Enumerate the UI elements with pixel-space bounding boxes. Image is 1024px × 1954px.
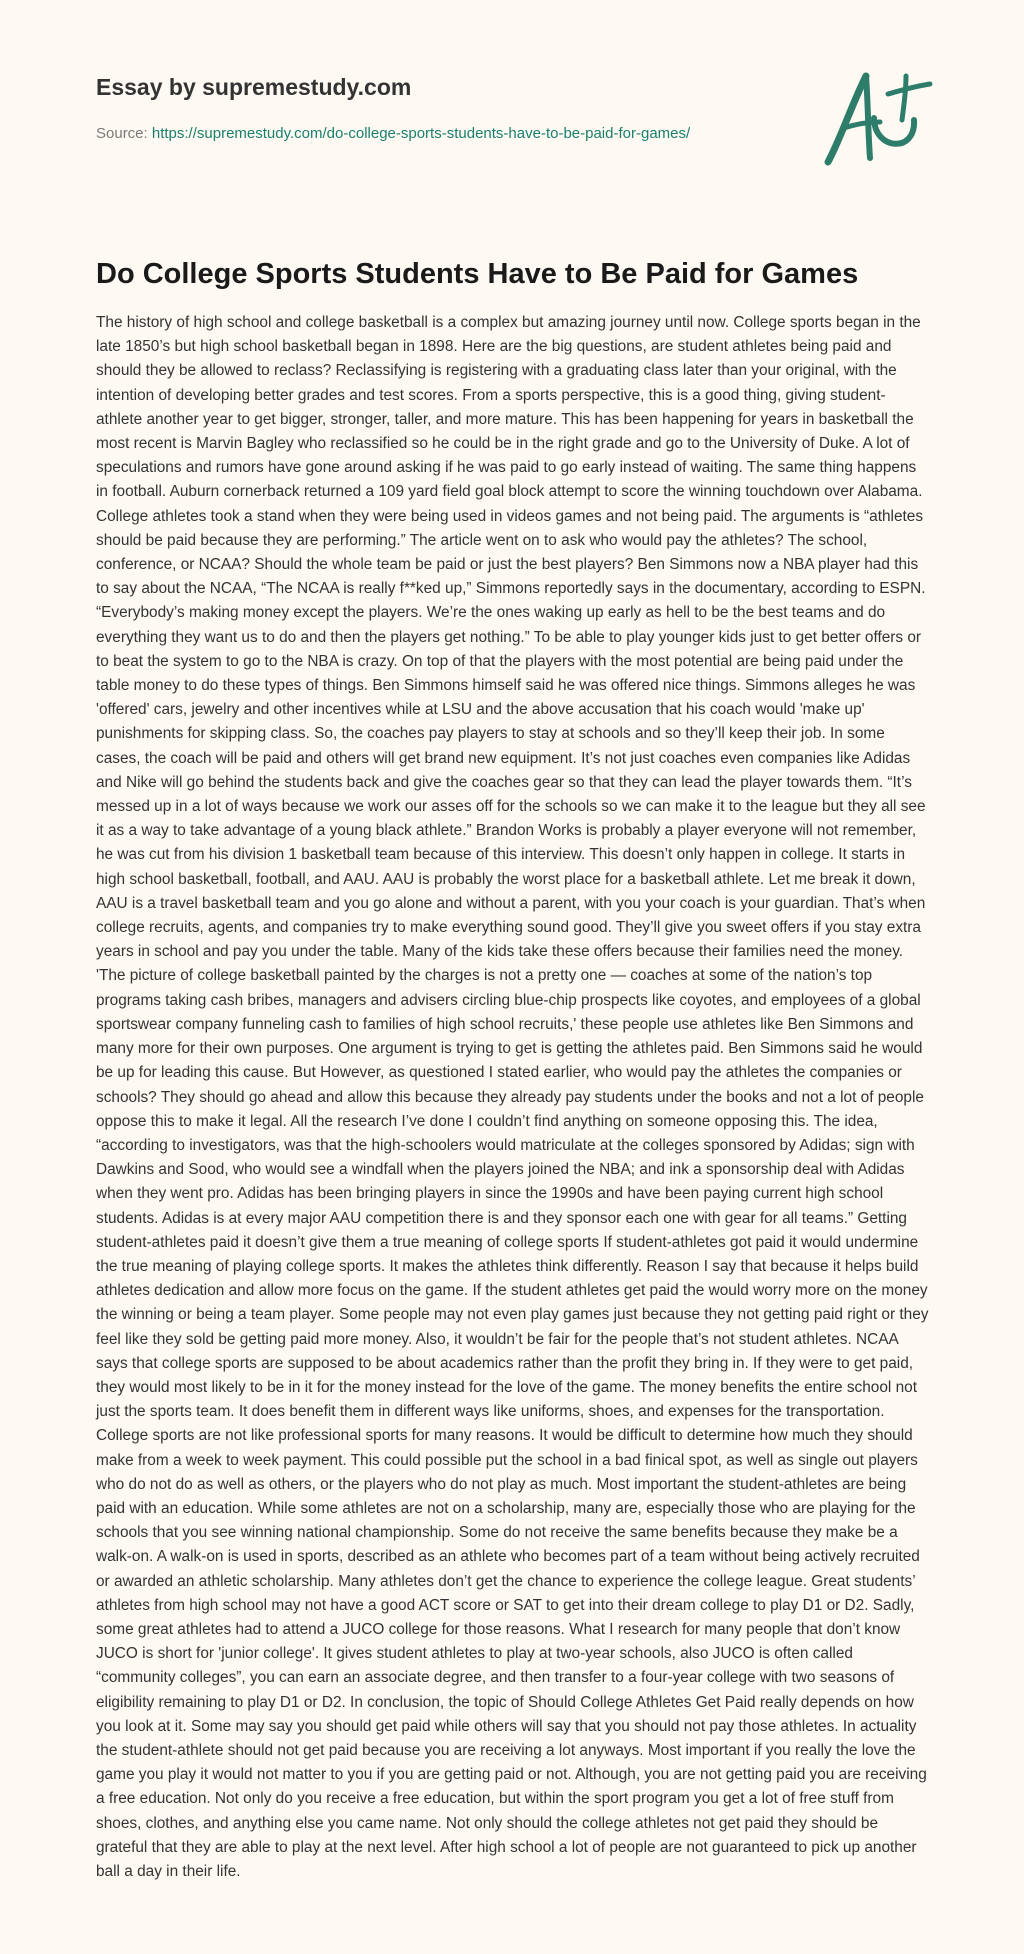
source-link[interactable]: https://supremestudy.com/do-college-sports-students-have-to-be-paid-for-games/	[151, 125, 691, 142]
essay-body: The history of high school and college basketball is a complex but amazing journey until now. College sports began in the late 1850’s but high school basketball began in 1898. Here are the big questions, are student athletes being paid and should they be allowed to reclass? Reclassifying is registering with a graduating class later than your original, with the intention of developing better grades and test scores. From a sports perspective, this is a good thing, giving student-athlete another year to get bigger, stronger, taller, and more mature. This has been happening for years in basketball the most recent is Marvin Bagley who reclassified so he could be in the right grade and go to the University of Duke. A lot of speculations and rumors have gone around asking if he was paid to go early instead of waiting. The same thing happens in football. Auburn cornerback returned a 109 yard field goal block attempt to score the winning touchdown over Alabama. College athletes took a stand when they were being used in videos games and not being paid. The arguments is “athletes should be paid because they are performing.” The article went on to ask who would pay the athletes? The school, conference, or NCAA? Should the whole team be paid or just the best players? Ben Simmons now a NBA player had this to say about the NCAA, “The NCAA is really f**ked up,” Simmons reportedly says in the documentary, according to ESPN. “Everybody’s making money except the players. We’re the ones waking up early as hell to be the best teams and do everything they want us to do and then the players get nothing.” To be able to play younger kids just to get better offers or to beat the system to go to the NBA is crazy. On top of that the players with the most potential are being paid under the table money to do these types of things. Ben Simmons himself said he was offered nice things. Simmons alleges he was 'offered' cars, jewelry and other incentives while at LSU and the above accusation that his coach would 'make up' punishments for skipping class. So, the coaches pay players to stay at schools and so they’ll keep their job. In some cases, the coach will be paid and others will get brand new equipment. It’s not just coaches even companies like Adidas and Nike will go behind the students back and give the coaches gear so that they can lead the player towards them. “It’s messed up in a lot of ways because we work our asses off for the schools so we can make it to the league but they all see it as a way to take advantage of a young black athlete.” Brandon Works is probably a player everyone will not remember, he was cut from his division 1 basketball team because of this interview. This doesn’t only happen in college. It starts in high school basketball, football, and AAU. AAU is probably the worst place for a basketball athlete. Let me break it down, AAU is a travel basketball team and you go alone and without a parent, with you your coach is your guardian. That’s when college recruits, agents, and companies try to make everything sound good. They’ll give you sweet offers if you stay extra years in school and pay you under the table. Many of the kids take these offers because their families need the money. 'The picture of college basketball painted by the charges is not a pretty one — coaches at some of the nation’s top programs taking cash bribes, managers and advisers circling blue-chip prospects like coyotes, and employees of a global sportswear company funneling cash to families of high school recruits,' these people use athletes like Ben Simmons and many more for their own purposes. One argument is trying to get is getting the athletes paid. Ben Simmons said he would be up for leading this cause. But However, as questioned I stated earlier, who would pay the athletes the companies or schools? They should go ahead and allow this because they already pay students under the books and not a lot of people oppose this to make it legal. All the research I’ve done I couldn’t find anything on someone opposing this. The idea, “according to investigators, was that the high-schoolers would matriculate at the colleges sponsored by Adidas; sign with Dawkins and Sood, who would see a windfall when the players joined the NBA; and ink a sponsorship deal with Adidas when they went pro. Adidas has been bringing players in since the 1990s and have been paying current high school students. Adidas is at every major AAU competition there is and they sponsor each one with gear for all teams.” Getting student-athletes paid it doesn’t give them a true meaning of college sports If student-athletes got paid it would undermine the true meaning of playing college sports. It makes the athletes think differently. Reason I say that because it helps build athletes dedication and allow more focus on the game. If the student athletes get paid the would worry more on the money the winning or being a team player. Some people may not even play games just because they not getting paid right or they feel like they sold be getting paid more money. Also, it wouldn’t be fair for the people that’s not student athletes. NCAA says that college sports are supposed to be about academics rather than the profit they bring in. If they were to get paid, they would most likely to be in it for the money instead for the love of the game. The money benefits the entire school not just the sports team. It does benefit them in different ways like uniforms, shoes, and expenses for the transportation. College sports are not like professional sports for many reasons. It would be difficult to determine how much they should make from a week to week payment. This could possible put the school in a bad finical spot, as well as single out players who do not do as well as others, or the players who do not play as much. Most important the student-athletes are being paid with an education. While some athletes are not on a scholarship, many are, especially those who are playing for the schools that you see winning national championship. Some do not receive the same benefits because they make be a walk-on. A walk-on is used in sports, described as an athlete who becomes part of a team without being actively recruited or awarded an athletic scholarship. Many athletes don’t get the chance to experience the college league. Great students’ athletes from high school may not have a good ACT score or SAT to get into their dream college to play D1 or D2. Sadly, some great athletes had to attend a JUCO college for those reasons. What I research for many people that don’t know JUCO is short for 'junior college'. It gives student athletes to play at two-year schools, also JUCO is often called “community colleges”, you can earn an associate degree, and then transfer to a four-year college with two seasons of eligibility remaining to play D1 or D2. In conclusion, the topic of Should College Athletes Get Paid really depends on how you look at it. Some may say you should get paid while others will say that you should not pay those athletes. In actuality the student-athlete should not get paid because you are receiving a lot anyways. Most important if you really the love the game you play it would not matter to you if you are getting paid or not. Although, you are not getting paid you are receiving a free education. Not only do you receive a free education, but within the sport program you get a lot of free stuff from shoes, clothes, and anything else you came name. Not only should the college athletes not get paid they should be grateful that they are able to play at the next level. After high school a lot of people are not guaranteed to pick up another ball a day in their life.	[96, 314, 929, 1880]
essay-title: Do College Sports Students Have to Be Paid for Games	[96, 258, 859, 290]
page-header	[96, 72, 796, 144]
brand-title: Essay by supremestudy.com	[96, 74, 412, 100]
source-label: Source:	[96, 125, 148, 142]
a-plus-grade-logo-icon	[818, 62, 938, 172]
source-line	[96, 124, 796, 144]
